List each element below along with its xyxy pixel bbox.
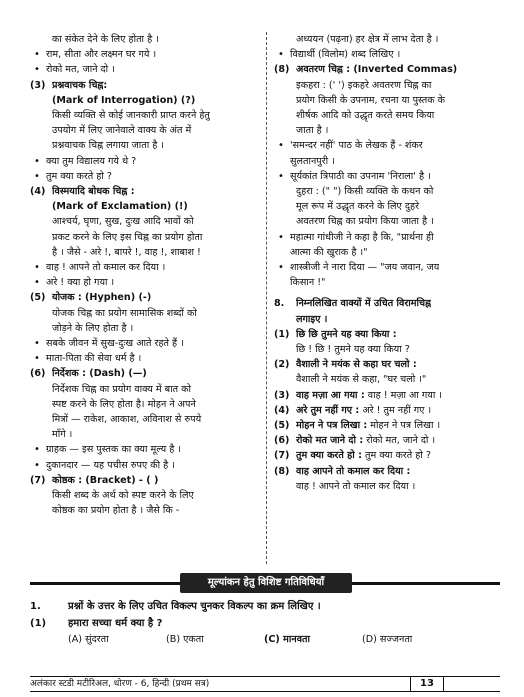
heading-text: वाह आपने तो कमाल कर दिया : bbox=[296, 465, 411, 477]
section-heading bbox=[274, 464, 500, 479]
bullet-text: 'समन्दर नहीं' पाठ के लेखक हैं - शंकर bbox=[290, 140, 423, 152]
heading-continuation: लगाइए । bbox=[296, 313, 328, 325]
bullet-item bbox=[274, 260, 500, 275]
bullet-text: महात्मा गांधीजी ने कहा है कि, "प्रार्थना ही bbox=[290, 231, 434, 243]
exercise-item bbox=[274, 433, 500, 448]
body-text: स्पष्ट करने के लिए होता है। मोहन ने अपने bbox=[52, 398, 196, 410]
body-text: दुहरा : (" ") किसी व्यक्ति के कथन को bbox=[296, 186, 434, 198]
bullet-text: सबके जीवन में सुख-दुःख आते रहते हैं । bbox=[46, 338, 184, 350]
item-content bbox=[296, 433, 435, 448]
heading-number: (8) bbox=[274, 64, 290, 76]
heading-text: कोष्ठक : (Bracket) - ( ) bbox=[52, 474, 159, 486]
body-text: प्रश्नवाचक चिह्न लगाया जाता है । bbox=[52, 140, 165, 152]
item-answer: अरे ! तुम नहीं गए । bbox=[362, 404, 432, 416]
body-text: किसी व्यक्ति से कोई जानकारी प्राप्त करने हेतु bbox=[52, 110, 210, 122]
bullet-item bbox=[30, 458, 262, 473]
body-text: प्रकट करने के लिए इस चिह्न का प्रयोग होता bbox=[52, 231, 203, 243]
heading-number: (2) bbox=[274, 359, 290, 371]
item-content bbox=[296, 448, 431, 463]
bullet-icon: • bbox=[34, 64, 40, 76]
section-heading bbox=[274, 296, 500, 311]
body-text: जोड़ने के लिए होता है । bbox=[52, 322, 134, 334]
bullet-item bbox=[30, 442, 262, 457]
bullet-item bbox=[30, 169, 262, 184]
heading-text: निम्नलिखित वाक्यों में उचित विरामचिह्न bbox=[296, 298, 432, 310]
bullet-text: दुकानदार — यह पचीस रुपए की है । bbox=[46, 459, 175, 471]
body-text: शीर्षक आदि को उद्धृत करते समय किया bbox=[296, 110, 435, 122]
bullet-icon: • bbox=[278, 231, 284, 243]
sub-question-number: (1) bbox=[30, 618, 47, 629]
heading-number: (1) bbox=[274, 328, 290, 340]
body-text: निर्देशक चिह्न का प्रयोग वाक्य में बात को bbox=[52, 383, 191, 395]
bullet-icon: • bbox=[34, 444, 40, 456]
continued-text: का संकेत देने के लिए होता है । bbox=[52, 34, 159, 45]
bullet-icon: • bbox=[34, 49, 40, 61]
body-text: वाह ! आपने तो कमाल कर दिया । bbox=[296, 480, 416, 492]
right-column bbox=[274, 32, 500, 494]
question-text: प्रश्नों के उत्तर के लिए उचित विकल्प चुनकर विकल्प का क्रम लिखिए । bbox=[68, 601, 321, 612]
option-a: (A) सुंदरता bbox=[68, 634, 109, 645]
bullet-continuation: किसान !" bbox=[290, 277, 326, 289]
left-column bbox=[30, 32, 262, 519]
question-instruction bbox=[30, 598, 500, 615]
heading-number: (7) bbox=[30, 474, 46, 486]
section-heading bbox=[274, 357, 500, 372]
option-b: (B) एकता bbox=[166, 634, 204, 645]
item-content bbox=[296, 403, 431, 418]
heading-number: (6) bbox=[30, 368, 46, 380]
bullet-item bbox=[30, 260, 262, 275]
section-heading bbox=[274, 327, 500, 342]
section-banner bbox=[30, 573, 500, 593]
bullet-continuation: आत्मा की खुराक है ।" bbox=[290, 246, 368, 258]
item-content bbox=[296, 388, 442, 403]
section-heading bbox=[30, 473, 262, 488]
section-heading bbox=[274, 62, 500, 77]
body-text: मित्रों — राकेश, आकाश, अविनाश से रुपये bbox=[52, 414, 202, 426]
item-answer: मोहन ने पत्र लिखा । bbox=[370, 420, 441, 432]
item-question: तुम क्या करते हो : bbox=[296, 450, 362, 462]
body-text: जाता है । bbox=[296, 125, 329, 137]
heading-subtitle: (Mark of Interrogation) (?) bbox=[52, 94, 196, 106]
item-question: वाह मज़ा आ गया : bbox=[296, 389, 365, 401]
item-question: मोहन ने पत्र लिखा : bbox=[296, 420, 368, 432]
bullet-icon: • bbox=[278, 49, 284, 61]
heading-number: 8. bbox=[274, 298, 285, 310]
heading-text: प्रश्नवाचक चिह्न: bbox=[52, 79, 108, 91]
bullet-item bbox=[30, 47, 262, 62]
bullet-item bbox=[274, 230, 500, 245]
exercise-item bbox=[274, 388, 500, 403]
bullet-text: क्या तुम विद्यालय गये थे ? bbox=[46, 155, 137, 167]
body-text: उपयोग में लिए जानेवाले वाक्य के अंत में bbox=[52, 125, 192, 137]
heading-number: (5) bbox=[30, 292, 46, 304]
activity-section bbox=[30, 598, 500, 648]
sub-question-text: हमारा सच्चा धर्म क्या है ? bbox=[68, 618, 163, 629]
bullet-item bbox=[274, 169, 500, 184]
body-text: कोष्ठक का प्रयोग होता है । जैसे कि - bbox=[52, 505, 180, 517]
body-text: है । जैसे - अरे !, बापरे !, वाह !, शाबाश ! bbox=[52, 246, 201, 258]
body-text: अवतरण चिह्न का प्रयोग किया जाता है । bbox=[296, 216, 434, 228]
bullet-text: रोको मत, जाने दो । bbox=[46, 64, 115, 76]
exercise-item bbox=[274, 418, 500, 433]
heading-text: निर्देशक : (Dash) (—) bbox=[52, 368, 147, 380]
body-text: वैशाली ने मयंक से कहा, "घर चलो ।" bbox=[296, 374, 427, 386]
bullet-item bbox=[274, 47, 500, 62]
heading-text: योजक : (Hyphen) (-) bbox=[52, 292, 152, 304]
bullet-text: तुम क्या करते हो ? bbox=[46, 170, 113, 182]
body-text: किसी शब्द के अर्थ को स्पष्ट करने के लिए bbox=[52, 490, 194, 502]
body-text: प्रयोग किसी के उपनाम, रचना या पुस्तक के bbox=[296, 94, 446, 106]
bullet-icon: • bbox=[34, 338, 40, 350]
bullet-text: माता-पिता की सेवा धर्म है । bbox=[46, 353, 142, 365]
exercise-item bbox=[274, 448, 500, 463]
heading-subtitle: (Mark of Exclamation) (!) bbox=[52, 201, 188, 213]
heading-text: अवतरण चिह्न : (Inverted Commas) bbox=[296, 64, 458, 76]
bullet-icon: • bbox=[34, 262, 40, 274]
bullet-item bbox=[30, 351, 262, 366]
bullet-text: राम, सीता और लक्ष्मन घर गये । bbox=[46, 49, 157, 61]
item-number: (5) bbox=[274, 420, 290, 432]
bullet-text: वाह ! आपने तो कमाल कर दिया । bbox=[46, 262, 166, 274]
bullet-icon: • bbox=[34, 353, 40, 365]
bullet-item bbox=[30, 154, 262, 169]
heading-number: (4) bbox=[30, 186, 46, 198]
item-number: (4) bbox=[274, 404, 290, 416]
item-number: (7) bbox=[274, 450, 290, 462]
column-divider bbox=[266, 32, 267, 564]
bullet-text: शास्त्रीजी ने नारा दिया — "जय जवान, जय bbox=[290, 262, 440, 274]
bullet-item bbox=[30, 275, 262, 290]
bullet-icon: • bbox=[34, 155, 40, 167]
page-footer bbox=[30, 676, 500, 692]
body-text: मूल रूप में उद्धृत करने के लिए दुहरे bbox=[296, 201, 420, 213]
exercise-item bbox=[274, 403, 500, 418]
bullet-icon: • bbox=[278, 262, 284, 274]
bullet-item bbox=[30, 62, 262, 77]
heading-text: विस्मयादि बोधक चिह्न : bbox=[52, 186, 135, 198]
section-heading bbox=[30, 366, 262, 381]
bullet-icon: • bbox=[34, 170, 40, 182]
item-number: (3) bbox=[274, 389, 290, 401]
option-c: (C) मानवता bbox=[264, 634, 310, 645]
bullet-item bbox=[30, 336, 262, 351]
banner-title: मूल्यांकन हेतु विशिष्ट गतिविधियाँ bbox=[180, 573, 352, 593]
bullet-text: अरे ! क्या हो गया । bbox=[46, 277, 115, 289]
footer-title: अलंकार स्टडी मटीरिअल, धोरण - 6, हिन्दी (प्रथम सत्र) bbox=[30, 679, 210, 689]
bullet-icon: • bbox=[34, 459, 40, 471]
section-heading bbox=[30, 290, 262, 305]
heading-number: (3) bbox=[30, 79, 46, 91]
body-text: इकहरा : (' ') इकहरे अवतरण चिह्न का bbox=[296, 79, 432, 91]
bullet-item bbox=[274, 138, 500, 153]
option-list bbox=[30, 632, 500, 648]
heading-number: (8) bbox=[274, 465, 290, 477]
question-number: 1. bbox=[30, 601, 41, 612]
heading-text: वैशाली ने मयंक से कहा घर चलो : bbox=[296, 359, 417, 371]
item-question: रोको मत जाने दो : bbox=[296, 435, 364, 447]
body-text: आश्चर्य, घृणा, सुख, दुःख आदि भावों को bbox=[52, 216, 194, 228]
section-heading bbox=[30, 184, 262, 199]
item-answer: वाह ! मज़ा आ गया । bbox=[367, 389, 443, 401]
item-answer: रोको मत, जाने दो । bbox=[366, 435, 436, 447]
body-text: छि ! छि ! तुमने यह क्या किया ? bbox=[296, 344, 410, 356]
bullet-icon: • bbox=[278, 140, 284, 152]
bullet-text: सूर्यकांत त्रिपाठी का उपनाम 'निराला' है । bbox=[290, 170, 431, 182]
continued-text: अध्ययन (पढ़ना) हर क्षेत्र में लाभ देता है । bbox=[296, 34, 439, 45]
bullet-text: ग्राहक — इस पुस्तक का क्या मूल्य है । bbox=[46, 444, 182, 456]
body-text: योजक चिह्न का प्रयोग सामासिक शब्दों को bbox=[52, 307, 197, 319]
body-text: माँगे । bbox=[52, 429, 73, 441]
bullet-icon: • bbox=[278, 170, 284, 182]
bullet-continuation: सुलतानपुरी । bbox=[290, 155, 335, 167]
bullet-text: विद्यार्थी (विलोम) शब्द लिखिए । bbox=[290, 49, 401, 61]
sub-question bbox=[30, 615, 500, 632]
bullet-icon: • bbox=[34, 277, 40, 289]
item-answer: तुम क्या करते हो ? bbox=[365, 450, 432, 462]
heading-text: छि छि तुमने यह क्या किया : bbox=[296, 328, 397, 340]
item-number: (6) bbox=[274, 435, 290, 447]
page-number: 13 bbox=[410, 677, 444, 691]
section-heading bbox=[30, 78, 262, 93]
option-d: (D) सज्जनता bbox=[362, 634, 413, 645]
item-question: अरे तुम नहीं गए : bbox=[296, 404, 360, 416]
item-content bbox=[296, 418, 440, 433]
